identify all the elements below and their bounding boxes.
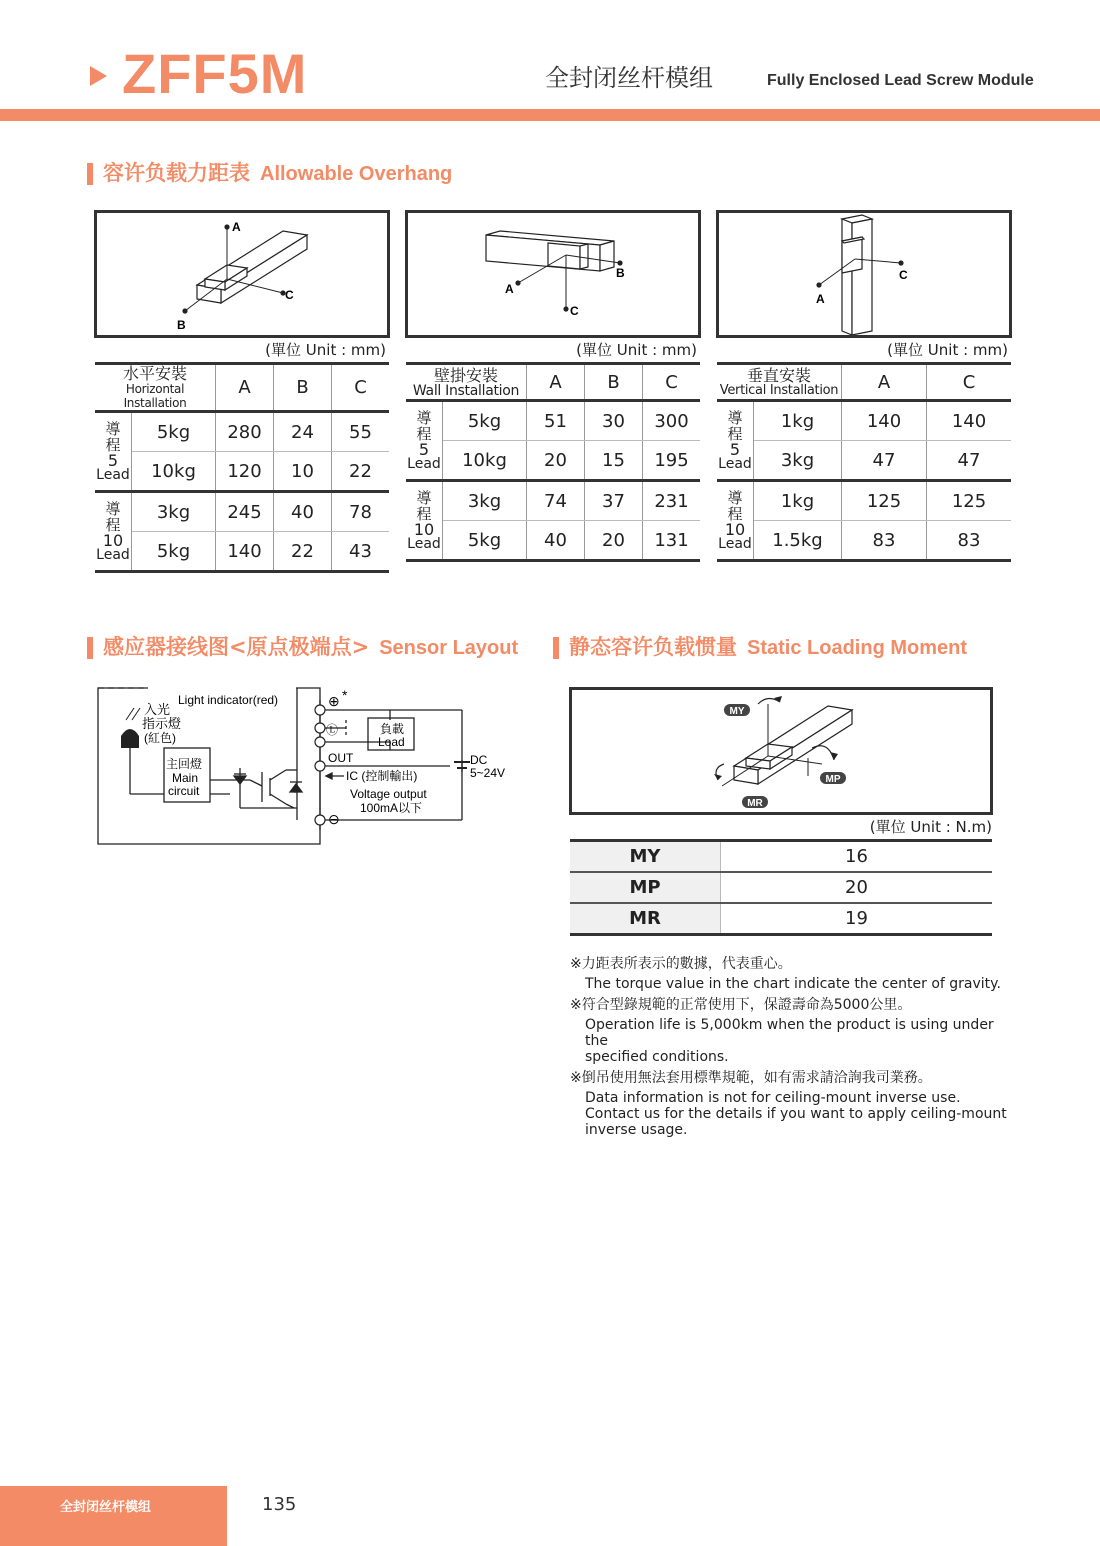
wall-overhang-table — [406, 362, 700, 562]
col-header: C — [643, 364, 701, 401]
footer-text: 全封闭丝杆模组 — [60, 1500, 152, 1515]
load-terminal-icon: Ⓛ — [326, 723, 339, 737]
table-cell: 300 — [643, 401, 701, 441]
vertical-module-illustration — [719, 213, 1009, 335]
lead-5-label: 導程 5 Lead — [717, 401, 754, 481]
table-cell: 20 — [527, 441, 585, 481]
sensor-title-cn: 感应器接线图<原点极端点> — [103, 635, 370, 659]
table-cell: 40 — [274, 492, 332, 532]
note-3-en-2: Contact us for the details if you want to apply ceiling-mount — [585, 1106, 1007, 1122]
table-cell: 1kg — [754, 401, 842, 441]
moment-table — [570, 839, 992, 936]
horizontal-install-diagram — [94, 210, 390, 338]
dc-label: DC — [470, 753, 488, 767]
table-cell: 125 — [927, 481, 1012, 521]
table-cell: 51 — [527, 401, 585, 441]
note-3-en-1: Data information is not for ceiling-mount inverse use. — [585, 1090, 961, 1106]
moment-module-illustration — [572, 690, 990, 812]
header-title-cn: 全封闭丝杆模组 — [545, 64, 713, 92]
table-cell: 3kg — [132, 492, 216, 532]
indicator-lamp-icon — [121, 729, 139, 748]
lead-10-label: 導程 10 Lead — [95, 492, 132, 572]
table-cell: 22 — [332, 452, 390, 492]
section-marker — [553, 637, 559, 659]
moment-section-title — [569, 634, 967, 661]
sensor-wiring-diagram — [90, 680, 530, 850]
table-cell: 43 — [332, 532, 390, 572]
table-cell: 74 — [527, 481, 585, 521]
table-cell: 280 — [216, 412, 274, 452]
note-1-en: The torque value in the chart indicate the center of gravity. — [585, 976, 1001, 992]
wall-header: 壁掛安裝 Wall Installation — [406, 364, 527, 401]
minus-terminal-icon: ⊖ — [328, 811, 340, 827]
note-1-cn: ※力距表所表示的數據，代表重心。 — [570, 956, 792, 972]
mp-badge: MP — [825, 774, 841, 785]
note-2-cn: ※符合型錄規範的正常使用下，保證壽命為5000公里。 — [570, 997, 912, 1013]
note-2-en-2: specified conditions. — [585, 1049, 729, 1065]
lead-5-label: 導程 5 Lead — [406, 401, 443, 481]
table-cell: 120 — [216, 452, 274, 492]
wall-install-diagram — [405, 210, 701, 338]
load-cn: 負載 — [380, 722, 405, 736]
col-header: C — [927, 364, 1012, 401]
mr-badge: MR — [747, 798, 763, 809]
table-cell: 30 — [585, 401, 643, 441]
table-cell: 40 — [527, 521, 585, 561]
header-divider-bar — [0, 109, 1100, 121]
table-cell: 195 — [643, 441, 701, 481]
out-label: OUT — [328, 751, 354, 765]
table-cell: 5kg — [132, 412, 216, 452]
table-cell: 3kg — [754, 441, 842, 481]
table-cell: 5kg — [132, 532, 216, 572]
table-cell: 10 — [274, 452, 332, 492]
label-a: A — [505, 282, 514, 296]
overhang-unit-1: (單位 Unit : mm) — [265, 341, 386, 359]
col-header: C — [332, 364, 390, 412]
moment-title-cn: 静态容许负载惯量 — [569, 635, 737, 659]
horizontal-module-illustration — [97, 213, 387, 335]
section-marker — [87, 637, 93, 659]
note-3-cn: ※倒吊使用無法套用標準規範，如有需求請洽詢我司業務。 — [570, 1070, 932, 1086]
label-c: C — [570, 304, 579, 318]
table-cell: 245 — [216, 492, 274, 532]
table-cell: 47 — [927, 441, 1012, 481]
label-a: A — [232, 220, 241, 234]
table-row: MY 16 — [570, 841, 992, 873]
table-cell: 1.5kg — [754, 521, 842, 561]
table-cell: 83 — [927, 521, 1012, 561]
table-cell: 24 — [274, 412, 332, 452]
sensor-title-en: Sensor Layout — [379, 637, 519, 659]
table-cell: 10kg — [443, 441, 527, 481]
table-cell: 5kg — [443, 521, 527, 561]
load-en: Load — [378, 735, 405, 749]
page-number: 135 — [262, 1494, 297, 1515]
main-circuit-en2: circuit — [168, 784, 200, 798]
notes-block — [570, 956, 1010, 1138]
my-badge: MY — [729, 706, 745, 717]
note-3-en-3: inverse usage. — [585, 1122, 688, 1138]
horizontal-overhang-table — [95, 362, 389, 573]
table-cell: 15 — [585, 441, 643, 481]
lead-5-label: 導程 5 Lead — [95, 412, 132, 492]
table-cell: 140 — [927, 401, 1012, 441]
header-triangle-icon — [90, 66, 107, 86]
table-cell: 140 — [842, 401, 927, 441]
horizontal-header: 水平安裝 Horizontal Installation — [95, 364, 216, 412]
overhang-unit-2: (單位 Unit : mm) — [576, 341, 697, 359]
lead-10-label: 導程 10 Lead — [406, 481, 443, 561]
table-cell: 20 — [585, 521, 643, 561]
table-row: MR 19 — [570, 903, 992, 935]
product-title: ZFF5M — [122, 42, 308, 105]
table-row: MP 20 — [570, 872, 992, 903]
col-header: B — [274, 364, 332, 412]
table-cell: 78 — [332, 492, 390, 532]
table-cell: 3kg — [443, 481, 527, 521]
plus-terminal-icon: ⊕ — [328, 693, 340, 709]
label-b: B — [177, 318, 186, 332]
table-cell: 5kg — [443, 401, 527, 441]
col-header: A — [842, 364, 927, 401]
current-label: 100mA以下 — [360, 801, 423, 815]
wall-module-illustration — [408, 213, 698, 335]
ic-label: IC (控制輸出) — [346, 769, 418, 783]
red-cn-label: (紅色) — [144, 731, 176, 745]
table-cell: 22 — [274, 532, 332, 572]
col-header: A — [216, 364, 274, 412]
voltage-output-label: Voltage output — [350, 787, 427, 801]
col-header: B — [585, 364, 643, 401]
main-circuit-en1: Main — [172, 771, 199, 785]
table-cell: 140 — [216, 532, 274, 572]
lead-10-label: 導程 10 Lead — [717, 481, 754, 561]
table-cell: 125 — [842, 481, 927, 521]
table-cell: 131 — [643, 521, 701, 561]
table-cell: 231 — [643, 481, 701, 521]
label-c: C — [285, 288, 294, 302]
label-a: A — [816, 292, 825, 306]
table-cell: 55 — [332, 412, 390, 452]
star-mark: * — [342, 687, 348, 703]
col-header: A — [527, 364, 585, 401]
overhang-title-cn: 容许负载力距表 — [103, 161, 250, 185]
vertical-overhang-table — [717, 362, 1011, 562]
sensor-section-title — [103, 634, 518, 661]
indicator-cn-label: 指示燈 — [142, 716, 182, 731]
table-cell: 1kg — [754, 481, 842, 521]
light-indicator-label: Light indicator(red) — [178, 693, 279, 707]
moment-title-en: Static Loading Moment — [747, 637, 967, 659]
section-marker — [87, 163, 93, 185]
table-cell: 83 — [842, 521, 927, 561]
vertical-header: 垂直安裝 Vertical Installation — [717, 364, 842, 401]
label-c: C — [899, 268, 908, 282]
table-cell: 37 — [585, 481, 643, 521]
dc-range-label: 5~24V — [470, 766, 506, 780]
vertical-install-diagram — [716, 210, 1012, 338]
overhang-title-en: Allowable Overhang — [260, 163, 453, 185]
moment-unit: (單位 Unit : N.m) — [869, 818, 992, 836]
table-cell: 10kg — [132, 452, 216, 492]
header-title-en: Fully Enclosed Lead Screw Module — [767, 72, 1034, 89]
label-b: B — [616, 266, 625, 280]
in-light-label: 入光 — [144, 702, 171, 717]
overhang-unit-3: (單位 Unit : mm) — [887, 341, 1008, 359]
note-2-en-1: Operation life is 5,000km when the product is using under the — [585, 1017, 994, 1049]
table-cell: 47 — [842, 441, 927, 481]
main-circuit-cn: 主回燈 — [166, 757, 203, 771]
moment-diagram — [569, 687, 993, 815]
overhang-section-title — [103, 160, 452, 187]
